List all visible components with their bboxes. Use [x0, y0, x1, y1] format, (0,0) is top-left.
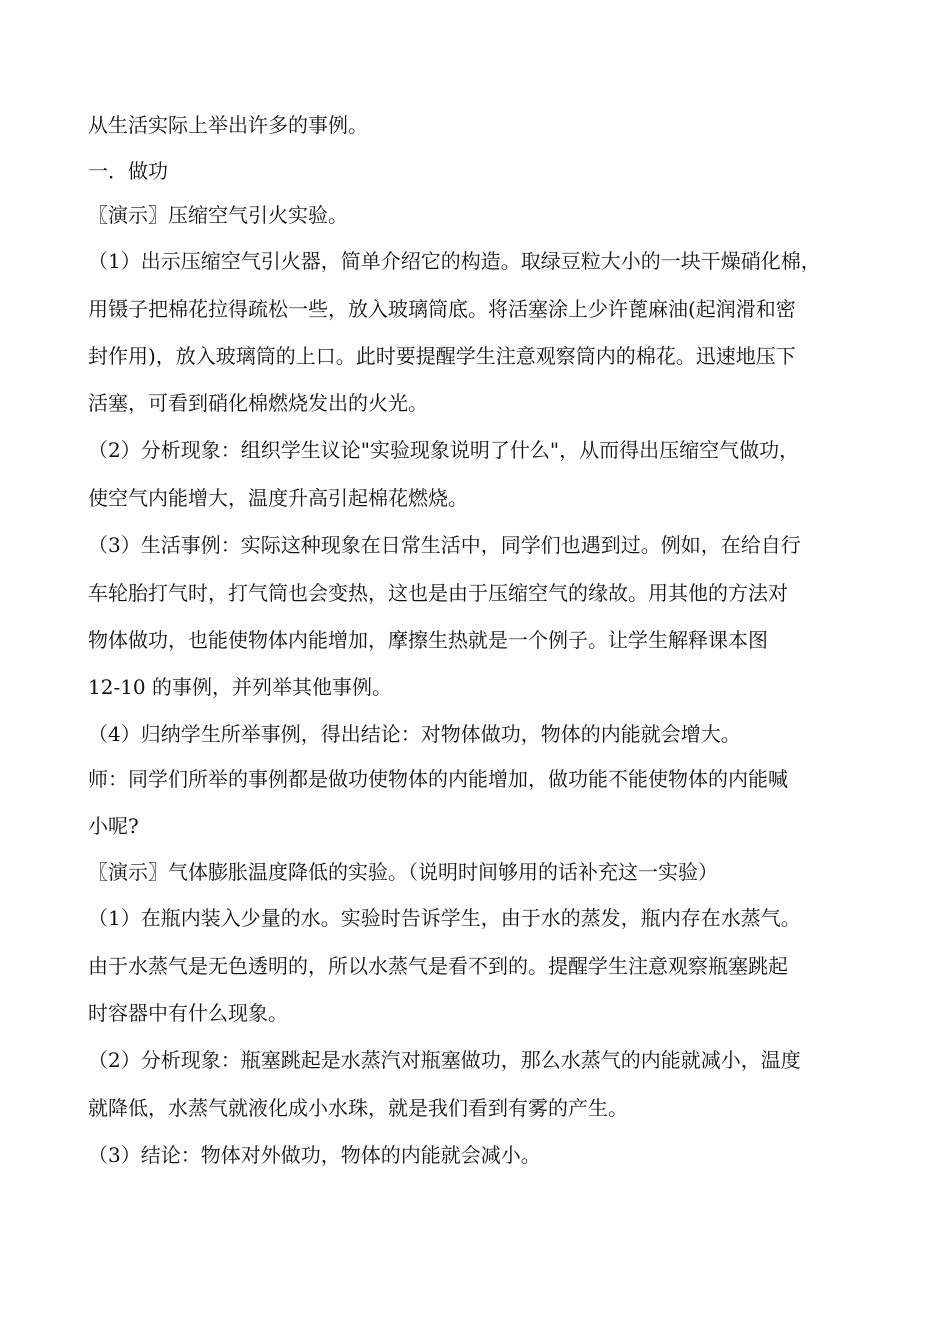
text-line: 车轮胎打气时，打气筒也会变热，这也是由于压缩空气的缘故。用其他的方法对 [88, 581, 788, 605]
text-line: 物体做功，也能使物体内能增加，摩擦生热就是一个例子。让学生解释课本图 [88, 628, 768, 652]
text-line: （2）分析现象：组织学生议论"实验现象说明了什么"，从而得出压缩空气做功， [88, 438, 800, 462]
text-line: 用镊子把棉花拉得疏松一些，放入玻璃筒底。将活塞涂上少许蓖麻油(起润滑和密 [88, 297, 796, 321]
demo-heading: 〖演示〗压缩空气引火实验。 [88, 203, 348, 227]
text-line: 12-10 的事例，并列举其他事例。 [88, 675, 393, 699]
section-heading: 一．做功 [88, 159, 168, 183]
text-line: （1）在瓶内装入少量的水。实验时告诉学生，由于水的蒸发，瓶内存在水蒸气。 [88, 906, 801, 930]
text-line: 从生活实际上举出许多的事例。 [88, 113, 368, 137]
demo-heading: 〖演示〗气体膨胀温度降低的实验。（说明时间够用的话补充这一实验） [88, 860, 718, 884]
text-line: 封作用)，放入玻璃筒的上口。此时要提醒学生注意观察筒内的棉花。迅速地压下 [88, 344, 796, 368]
text-line: （2）分析现象：瓶塞跳起是水蒸汽对瓶塞做功，那么水蒸气的内能就减小，温度 [88, 1048, 801, 1072]
text-line: 就降低，水蒸气就液化成小水珠，就是我们看到有雾的产生。 [88, 1096, 628, 1120]
text-line: 师：同学们所举的事例都是做功使物体的内能增加，做功能不能使物体的内能喊 [88, 767, 788, 791]
text-line: 活塞，可看到硝化棉燃烧发出的火光。 [88, 391, 428, 415]
text-line: 由于水蒸气是无色透明的，所以水蒸气是看不到的。提醒学生注意观察瓶塞跳起 [88, 954, 788, 978]
text-line: （1）出示压缩空气引火器，简单介绍它的构造。取绿豆粒大小的一块干燥硝化棉， [88, 249, 821, 273]
text-line: （4）归纳学生所举事例，得出结论：对物体做功，物体的内能就会增大。 [88, 722, 741, 746]
text-line: （3）生活事例：实际这种现象在日常生活中，同学们也遇到过。例如，在给自行 [88, 533, 801, 557]
text-line: 时容器中有什么现象。 [88, 1001, 288, 1025]
document-body [88, 115, 868, 1165]
text-line: 使空气内能增大，温度升高引起棉花燃烧。 [88, 486, 468, 510]
text-line: 小呢? [88, 814, 139, 838]
text-line: （3）结论：物体对外做功，物体的内能就会减小。 [88, 1143, 541, 1167]
